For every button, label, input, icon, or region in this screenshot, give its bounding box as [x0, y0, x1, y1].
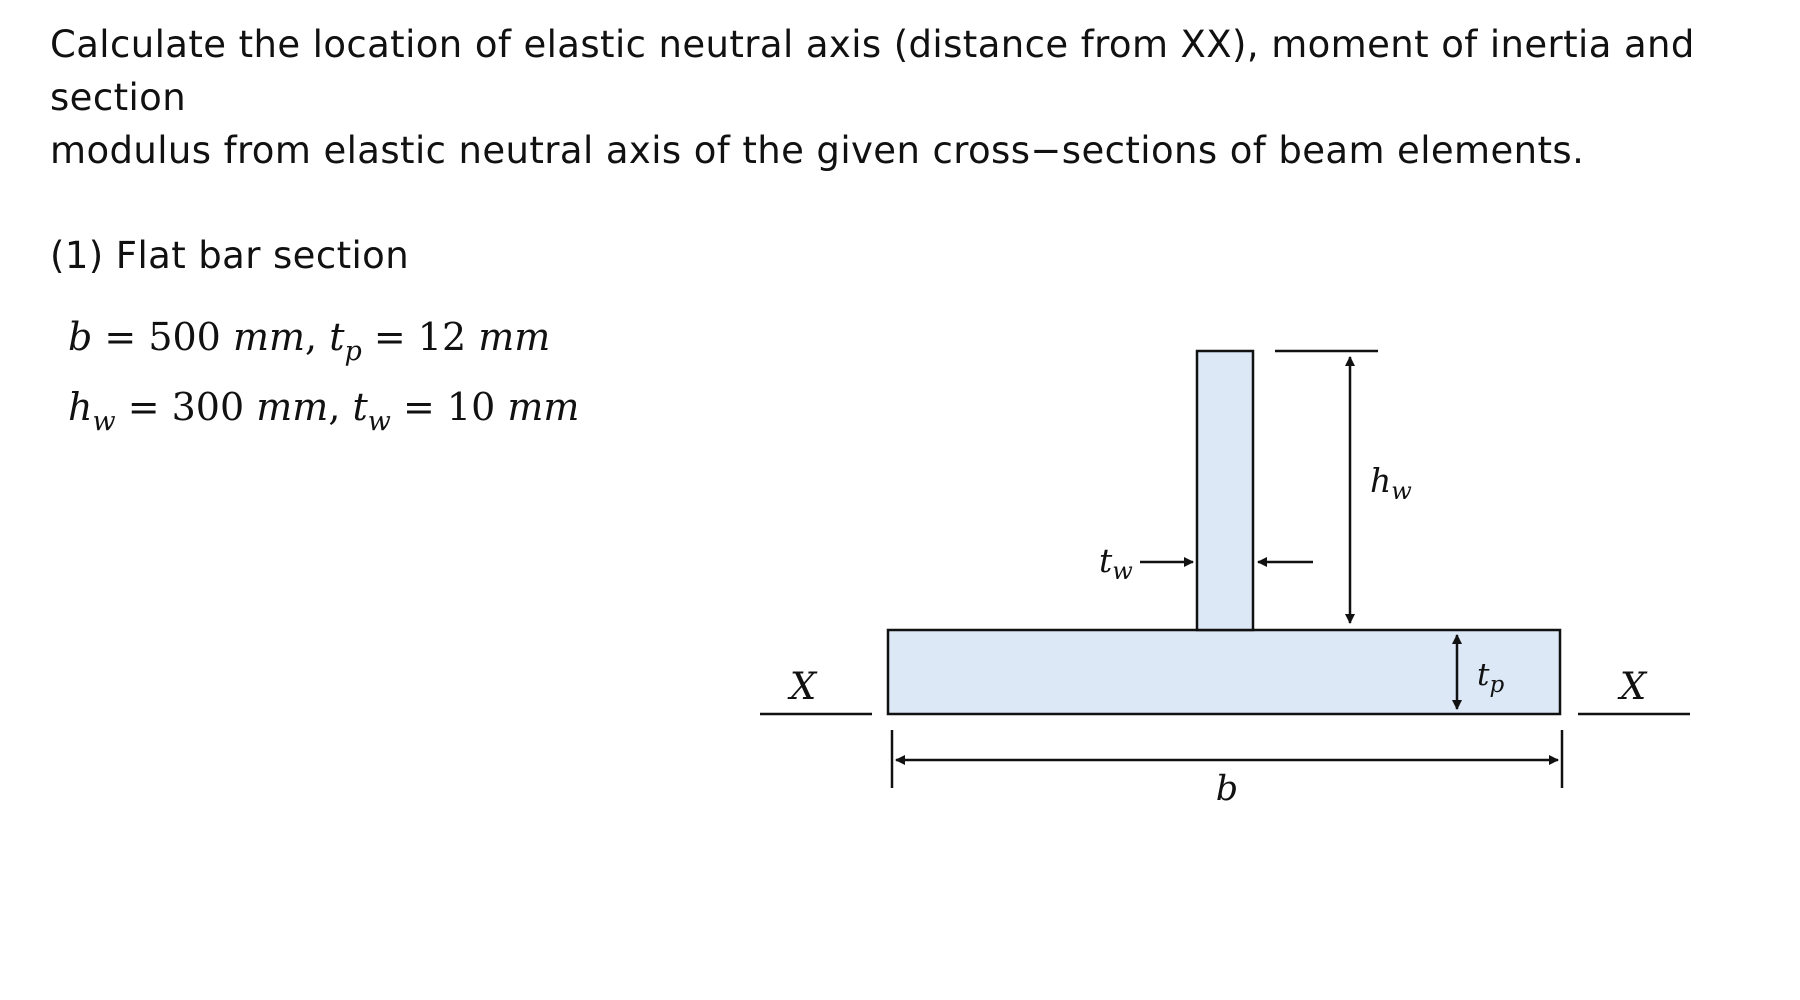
- tw-subscript: w: [367, 406, 391, 437]
- tp-unit: mm: [478, 315, 551, 359]
- b-value: 500: [148, 315, 221, 359]
- web-height-label-sub: w: [1391, 477, 1412, 505]
- tp-value: 12: [417, 315, 467, 359]
- web-thickness-label-sub: w: [1112, 557, 1133, 585]
- axis-label-left: X: [789, 665, 817, 708]
- hw-unit: mm: [256, 385, 329, 429]
- tp-symbol: t: [329, 315, 345, 359]
- hw-value: 300: [171, 385, 245, 429]
- b-unit: mm: [232, 315, 306, 359]
- tw-symbol: t: [352, 385, 368, 429]
- tw-value: 10: [446, 385, 496, 429]
- web-height-label: [1370, 461, 1412, 505]
- hw-symbol: h: [68, 385, 93, 429]
- plate-thickness-label-main: t: [1477, 657, 1490, 693]
- b-symbol: b: [68, 315, 93, 359]
- section-title: (1) Flat bar section: [50, 234, 410, 277]
- tw-unit: mm: [507, 385, 580, 429]
- problem-statement-line-1: Calculate the location of elastic neutral axis (distance from XX), moment of inertia and section: [50, 23, 1695, 119]
- plate-width-label: b: [1215, 769, 1239, 809]
- web-thickness-label: [1099, 541, 1133, 585]
- given-values-line-2: $h_w = 300$ mm, $t_w = 10$ mm: [68, 385, 580, 437]
- web: [1197, 351, 1253, 630]
- problem-statement-line-2: modulus from elastic neutral axis of the given cross−sections of beam elements.: [50, 129, 1585, 172]
- hw-subscript: w: [92, 406, 116, 437]
- web-thickness-label-main: t: [1099, 541, 1113, 580]
- given-values-line-1: b = 500 mm, $t_p = 12$ mm: [68, 315, 551, 367]
- axis-label-right: X: [1619, 665, 1647, 708]
- plate-thickness-label-sub: p: [1489, 672, 1505, 698]
- web-height-label-main: h: [1370, 461, 1392, 500]
- tp-subscript: p: [344, 336, 362, 367]
- plate-flange: [888, 630, 1560, 714]
